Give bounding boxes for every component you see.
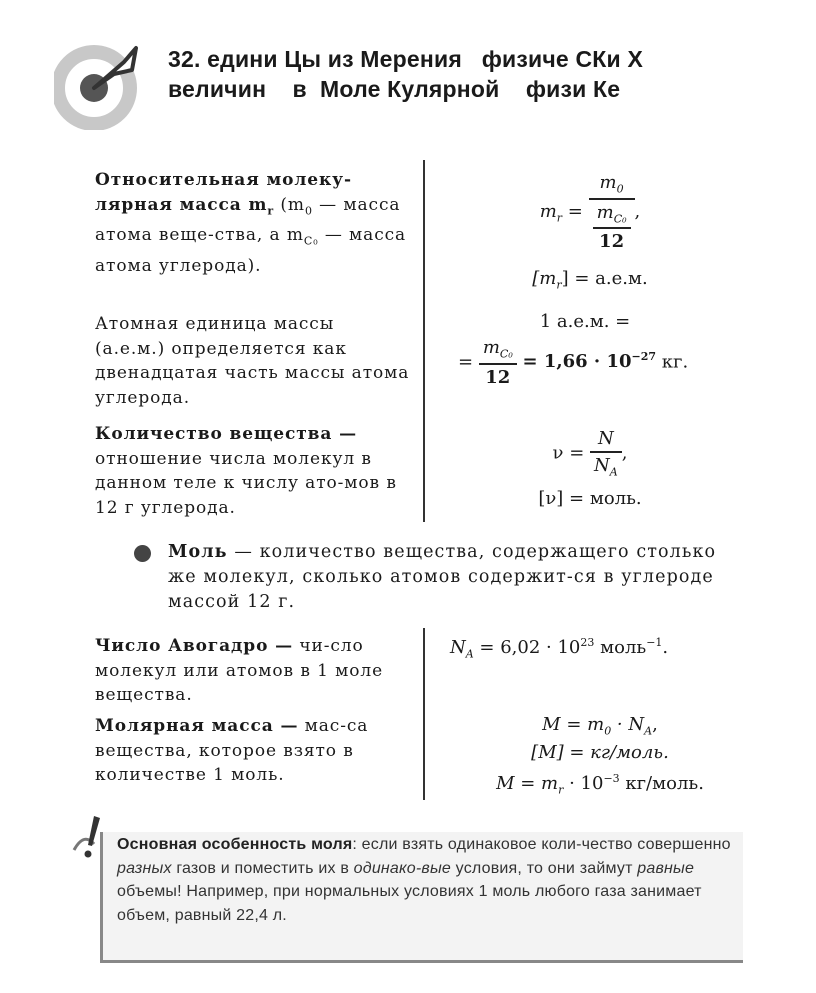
formula-molar-mass-1: $M = m_0 \cdot N_A$,: [542, 714, 658, 738]
formula-relative-mass: $m_r$ = $\frac{m_0}{\frac{m_{C_0}}{12}}$ ,: [539, 172, 641, 253]
mole-definition: Моль — количество вещества, содержащего столько же молекул, сколько атомов содержит-ся в углероде массой 12 г.: [168, 542, 717, 612]
formula-amu-value: = $\frac{m_{C_0}}{12}$ = $1,66 \cdot 10^{-27}$ кг.: [458, 337, 689, 388]
bullet-marker: [134, 545, 151, 562]
definition-atomic-mass-unit: Атомная единица массы (а.е.м.) определяется как двенадцатая часть массы атома углерода.: [95, 314, 410, 408]
title-line-1: 32. едини Цы из Мерения физиче СКи Х: [168, 46, 644, 72]
formula-avogadro: $N_A = 6,02 \cdot 10^{23}$ моль$^{-1}$.: [450, 636, 669, 661]
definition-molar-mass: Молярная масса — мас-са вещества, которое взято в количестве 1 моль.: [95, 716, 369, 785]
definition-amount-of-substance: Количество вещества — отношение числа молекул в данном теле к числу ато-мов в 12 г углерода.: [95, 424, 397, 518]
note-text: Основная особенность моля: если взять одинаковое коли-чество совершенно разных газов и поместить их в одинако-вые условия, то они займут равные объемы! Например, при нормальных условиях 1 моль любого газа занимает объем, равный 22,4 л.: [117, 836, 731, 924]
unit-amount: [ν] = моль.: [538, 488, 642, 509]
column-divider: [423, 628, 425, 800]
target-dart-icon: [54, 40, 144, 130]
formula-molar-mass-2: $M = m_r \cdot 10^{-3}$ кг/моль.: [496, 772, 704, 797]
exclamation-icon: [70, 812, 110, 862]
title-line-2: величин в Моле Кулярной физи Ке: [168, 76, 621, 102]
formula-amount: ν = $\frac{N}{N_A}$ ,: [552, 428, 628, 479]
page-title: [168, 44, 768, 104]
definition-avogadro-number: Число Авогадро — чи-сло молекул или атомов в 1 моле вещества.: [95, 636, 384, 705]
definition-relative-molecular-mass: Относительная молеку-лярная масса $m_r$ ($m_0$ — масса атома веще-ства, а $m_{C_0}$ — масса атома углерода).: [95, 170, 407, 277]
formula-molar-mass-unit: [M] = кг/моль.: [531, 742, 669, 763]
column-divider: [423, 160, 425, 522]
formula-amu-top: 1 а.е.м. =: [539, 311, 631, 332]
unit-relative-mass: $[m_r] = а.е.м$.: [532, 268, 648, 292]
